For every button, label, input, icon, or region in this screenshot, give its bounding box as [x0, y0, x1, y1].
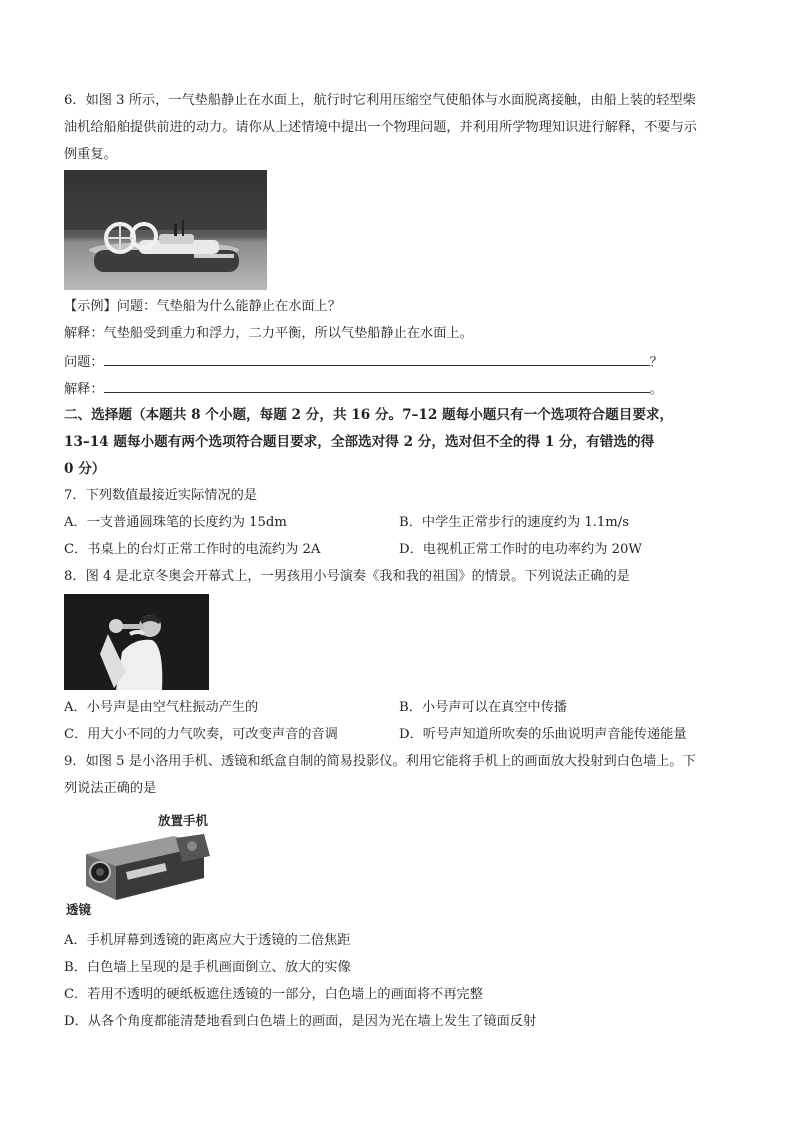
q6-example-answer: 解释：气垫船受到重力和浮力，二力平衡，所以气垫船静止在水面上。	[64, 326, 473, 341]
q6-answer-row	[64, 379, 663, 399]
q9-stem-line2: 列说法正确的是	[64, 781, 157, 796]
q9-option-a[interactable]: A．手机屏幕到透镜的距离应大于透镜的二倍焦距	[64, 933, 351, 948]
q7-option-b[interactable]: B．中学生正常步行的速度约为 1.1m/s	[399, 515, 630, 530]
trumpet-boy-image	[64, 594, 209, 690]
q8-option-b[interactable]: B．小号声可以在真空中传播	[399, 700, 567, 715]
section2-heading-line1: 二、选择题（本题共 8 个小题，每题 2 分，共 16 分。7–12 题每小题只有一个选项符合题目要求，	[64, 407, 674, 423]
q9-option-c[interactable]: C．若用不透明的硬纸板遮住透镜的一部分，白色墙上的画面将不再完整	[64, 987, 483, 1002]
q7-option-a[interactable]: A．一支普通圆珠笔的长度约为 15dm	[64, 515, 287, 530]
q8-option-d[interactable]: D．听号声知道所吹奏的乐曲说明声音能传递能量	[399, 727, 687, 742]
q9-option-d[interactable]: D．从各个角度都能清楚地看到白色墙上的画面，是因为光在墙上发生了镜面反射	[64, 1014, 537, 1029]
q6-answer-label: 解释：	[64, 382, 104, 397]
q6-text-line1: 6．如图 3 所示，一气垫船静止在水面上，航行时它利用压缩空气使船体与水面脱离接触，由船上装的轻型柴	[64, 93, 696, 108]
section2-heading-line2: 13–14 题每小题有两个选项符合题目要求，全部选对得 2 分，选对但不全的得 1 分，有错选的得	[64, 434, 655, 450]
hovercraft-image	[64, 170, 267, 290]
q6-question-blank[interactable]	[104, 352, 650, 366]
q8-option-c[interactable]: C．用大小不同的力气吹奏，可改变声音的音调	[64, 727, 338, 742]
q6-text-line2: 油机给船舶提供前进的动力。请你从上述情境中提出一个物理问题，并利用所学物理知识进行解释，不要与示	[64, 120, 697, 135]
label-lens: 透镜	[66, 902, 92, 917]
q9-option-b[interactable]: B．白色墙上呈现的是手机画面倒立、放大的实像	[64, 960, 351, 975]
q9-stem-line1: 9．如图 5 是小洛用手机、透镜和纸盒自制的简易投影仪。利用它能将手机上的画面放大投射到白色墙上。下	[64, 754, 696, 769]
label-phone: 放置手机	[158, 813, 209, 828]
q6-text-line3: 例重复。	[64, 147, 117, 162]
q7-stem: 7．下列数值最接近实际情况的是	[64, 488, 258, 503]
q8-stem: 8．图 4 是北京冬奥会开幕式上，一男孩用小号演奏《我和我的祖国》的情景。下列说法正确的是	[64, 569, 630, 584]
q6-answer-end: 。	[649, 382, 663, 397]
q7-option-c[interactable]: C．书桌上的台灯正常工作时的电流约为 2A	[64, 542, 321, 557]
q6-example-question: 【示例】问题：气垫船为什么能静止在水面上？	[64, 299, 341, 314]
q8-option-a[interactable]: A．小号声是由空气柱振动产生的	[64, 700, 259, 715]
q7-option-d[interactable]: D．电视机正常工作时的电功率约为 20W	[399, 542, 642, 557]
q6-question-row	[64, 352, 663, 372]
section2-heading-line3: 0 分）	[64, 461, 106, 477]
q6-answer-blank[interactable]	[104, 379, 650, 393]
q6-question-label: 问题：	[64, 355, 104, 370]
q6-question-end: ？	[649, 355, 663, 370]
